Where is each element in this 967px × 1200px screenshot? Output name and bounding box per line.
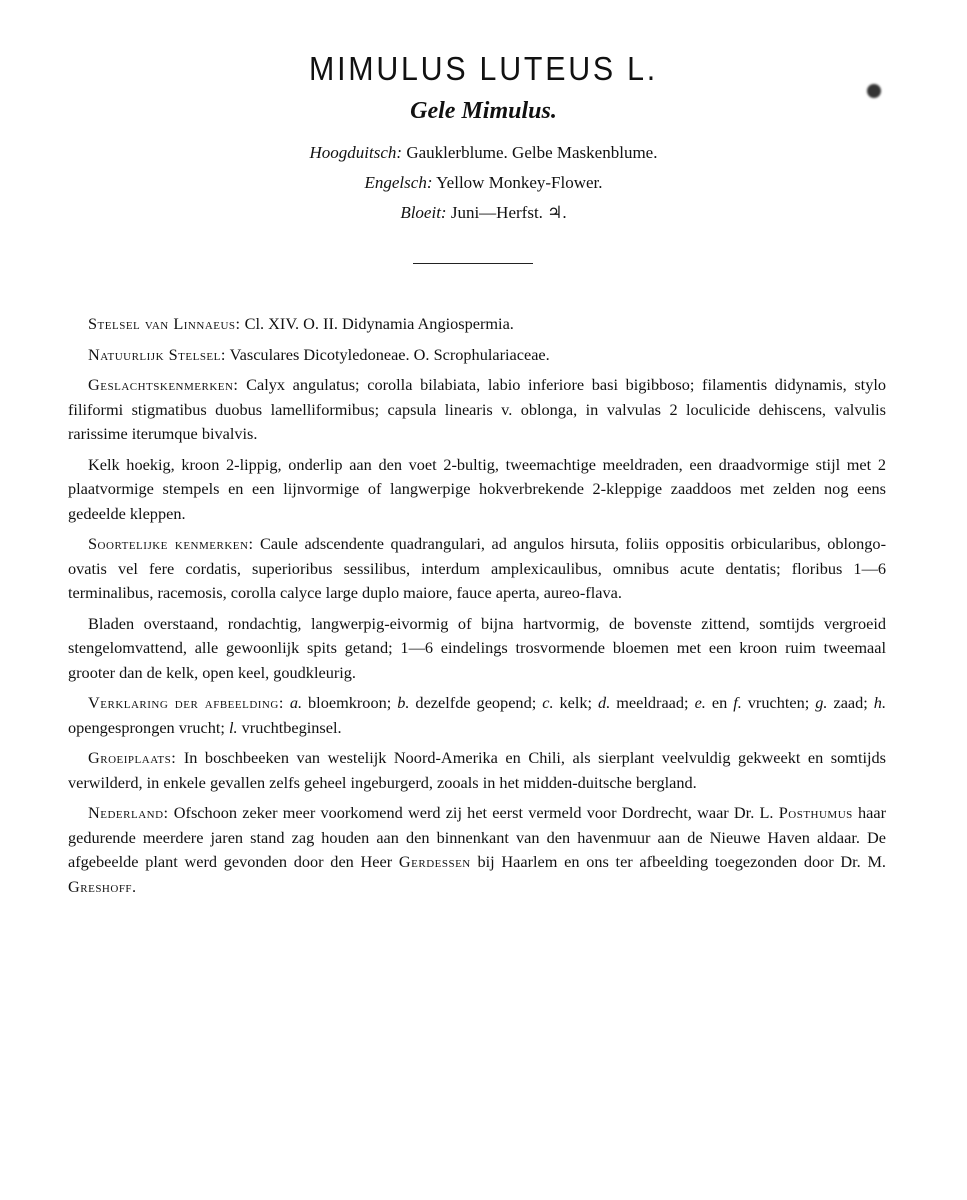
- section-natuurlijk: [68, 343, 886, 368]
- section-text: Caule adscendente quadrangulari, ad angulos hirsuta, foliis oppositis orbicularibus, oblongo-ovatis vel fere cordatis, superioribus sessilibus, interdum amplexicaulibus, omnibus acute dentatis; floribus 1—6 terminalibus, racemosis, corolla calyce large duplo maiore, fauce aperta, aureo-flava.: [68, 534, 886, 602]
- section-heading: Geslachtskenmerken:: [88, 375, 239, 394]
- name-bloom: [0, 203, 967, 223]
- legend-value: dezelfde geopend;: [409, 693, 543, 712]
- section-geslacht-dutch: Kelk hoekig, kroon 2-lippig, onderlip aan den voet 2-bultig, tweemachtige meeldraden, een draadvormige stijl met 2 plaatvormige stempels en een lijnvormige of langwerpige hokverbrekende 2-kleppige zaaddoos met zelden nog eens gedeelde kleppen.: [68, 454, 886, 523]
- legend-value: opengesprongen vrucht;: [68, 717, 229, 737]
- legend-key: f.: [733, 693, 742, 712]
- section-nederland: [68, 801, 886, 899]
- person-name: Greshoff.: [68, 876, 137, 896]
- section-groeiplaats: [68, 746, 886, 795]
- legend-key: e.: [694, 693, 706, 712]
- name-german-label: Hoogduitsch:: [309, 143, 403, 162]
- body-text: [68, 312, 886, 905]
- legend-key: c.: [542, 693, 554, 712]
- legend-value: vruchten;: [741, 693, 816, 712]
- legend-value: zaad;: [827, 693, 874, 712]
- name-german-text: Gauklerblume. Gelbe Maskenblume.: [402, 143, 658, 162]
- legend-key: g.: [815, 693, 828, 712]
- section-text: bij Haarlem en ons ter afbeelding toegezonden door Dr. M.: [470, 852, 886, 871]
- person-name: Gerdessen: [398, 852, 471, 871]
- section-soort-dutch: Bladen overstaand, rondachtig, langwerpig-eivormig of bijna hartvormig, de bovenste zittend, somtijds vergroeid stengelomvattend, alle gewoonlijk spits getand; 1—6 eindelings trosvormende bloemen met een kroon ruim tweemaal grooter dan de kelk, open keel, goudkleurig.: [68, 613, 886, 682]
- section-heading: Verklaring der afbeelding:: [88, 693, 284, 712]
- section-heading: Nederland:: [88, 803, 169, 822]
- legend-key: b.: [397, 693, 410, 712]
- section-heading: Natuurlijk Stelsel:: [88, 344, 226, 364]
- legend-key: h.: [873, 693, 887, 712]
- name-bloom-text: Juni—Herfst. ♃.: [446, 203, 567, 222]
- section-heading: Stelsel van Linnaeus:: [88, 314, 241, 333]
- section-verklaring: [68, 691, 886, 740]
- section-geslacht-latin: [68, 373, 886, 447]
- page-title: MIMULUS LUTEUS L.: [309, 50, 658, 87]
- legend-value: kelk;: [553, 693, 599, 712]
- legend-value: vruchtbeginsel.: [237, 717, 342, 737]
- section-linnaeus: [68, 312, 886, 337]
- section-text: Vasculares Dicotyledoneae. O. Scrophulariaceae.: [225, 344, 550, 364]
- section-text: haar gedurende meerdere jaren stand zag houden aan den binnenkant van den havenmuur aan de Nieuwe Haven aldaar. De afgebeelde plant werd gevonden door den Heer: [68, 803, 886, 871]
- legend-value: bloemkroon;: [302, 693, 398, 712]
- legend-value: en: [705, 693, 734, 712]
- section-text: Ofschoon zeker meer voorkomend werd zij het eerst vermeld voor Dordrecht, waar Dr. L.: [168, 803, 779, 822]
- legend-key: d.: [598, 693, 611, 712]
- legend-key: a.: [289, 693, 303, 712]
- name-english-label: Engelsch:: [364, 173, 433, 192]
- divider: [413, 263, 533, 264]
- name-english: [0, 173, 967, 193]
- legend-value: meeldraad;: [610, 693, 695, 712]
- name-german: [0, 143, 967, 163]
- section-text: In boschbeeken van westelijk Noord-Amerika en Chili, als sierplant veelvuldig gekweekt en somtijds verwilderd, in enkele gevallen zelfs geheel ingeburgerd, zooals in het midden-duitsche bergland.: [68, 748, 886, 792]
- person-name: Posthumus: [778, 803, 853, 822]
- name-english-text: Yellow Monkey-Flower.: [432, 173, 603, 192]
- section-soort-latin: [68, 532, 886, 606]
- section-heading: Soortelijke kenmerken:: [88, 534, 254, 553]
- legend-key: l.: [228, 717, 238, 737]
- section-heading: Groeiplaats:: [88, 748, 177, 767]
- section-text: Cl. XIV. O. II. Didynamia Angiospermia.: [240, 314, 514, 333]
- name-bloom-label: Bloeit:: [400, 203, 447, 222]
- section-text: Calyx angulatus; corolla bilabiata, labio inferiore basi bigibboso; filamentis didynamis, stylo filiformi stigmatibus duobus lamelliformibus; capsula linearis v. oblonga, in valvulas 2 loculicide dehiscens, valvulis rarissime iterumque bivalvis.: [68, 375, 886, 443]
- page-subtitle: Gele Mimulus.: [410, 98, 557, 124]
